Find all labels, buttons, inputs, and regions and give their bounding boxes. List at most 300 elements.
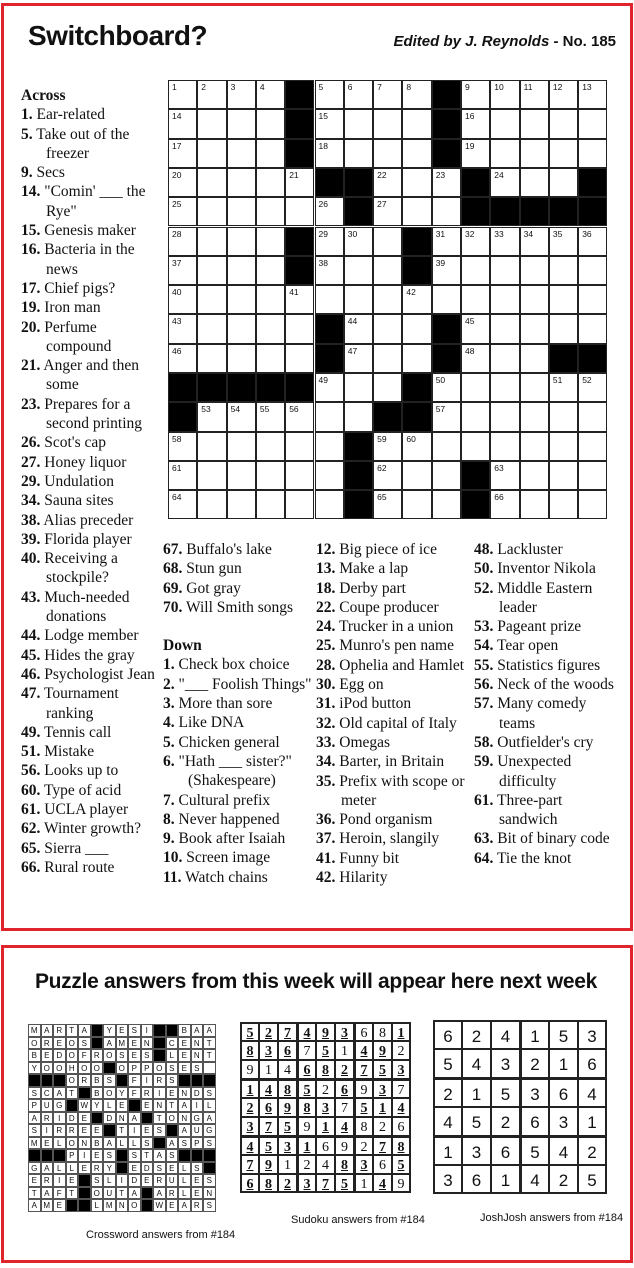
grid-cell[interactable] [520, 490, 549, 519]
grid-cell[interactable] [197, 461, 226, 490]
grid-cell[interactable] [256, 256, 285, 285]
grid-cell[interactable] [197, 285, 226, 314]
grid-cell[interactable] [373, 139, 402, 168]
grid-cell[interactable] [402, 197, 431, 226]
clue: 31. iPod button [316, 695, 412, 713]
grid-cell[interactable] [344, 285, 373, 314]
grid-cell[interactable] [227, 197, 256, 226]
grid-cell[interactable] [373, 344, 402, 373]
grid-cell[interactable] [315, 256, 344, 285]
grid-cell[interactable] [461, 139, 490, 168]
grid-cell[interactable] [461, 227, 490, 256]
cell-number: 30 [347, 228, 358, 239]
grid-cell[interactable] [197, 344, 226, 373]
clue-number: 20. [21, 318, 41, 336]
clue: 30. Egg on [316, 676, 384, 694]
grid-cell[interactable] [315, 139, 344, 168]
cell-number: 42 [406, 287, 416, 298]
grid-cell[interactable] [197, 197, 226, 226]
grid-cell[interactable] [549, 285, 578, 314]
cell-number: 48 [465, 345, 475, 356]
grid-cell[interactable] [432, 197, 461, 226]
grid-cell[interactable] [227, 432, 256, 461]
grid-cell[interactable] [490, 461, 519, 490]
grid-cell[interactable] [549, 227, 578, 256]
grid-cell[interactable] [285, 461, 314, 490]
grid-cell[interactable] [578, 490, 607, 519]
grid-cell[interactable] [432, 432, 461, 461]
grid-cell[interactable] [168, 197, 197, 226]
answer-cell: E [53, 1037, 66, 1050]
grid-cell[interactable] [402, 285, 431, 314]
grid-cell[interactable] [520, 461, 549, 490]
grid-cell[interactable] [168, 285, 197, 314]
grid-cell[interactable] [520, 314, 549, 343]
answer-cell: N [191, 1037, 204, 1050]
grid-cell[interactable] [549, 168, 578, 197]
joshjosh-cell: 6 [549, 1078, 578, 1107]
grid-cell[interactable] [344, 256, 373, 285]
sudoku-cell: 6 [259, 1098, 278, 1117]
clue-number: 52. [474, 579, 494, 597]
clue: 63. Bit of binary code [474, 830, 610, 848]
cell-number: 47 [347, 345, 358, 356]
grid-cell[interactable] [490, 373, 519, 402]
grid-cell[interactable] [285, 432, 314, 461]
answer-cell: E [166, 1199, 179, 1212]
grid-cell[interactable] [490, 344, 519, 373]
clue: 24. Trucker in a union [316, 618, 454, 636]
grid-cell[interactable] [315, 461, 344, 490]
grid-cell[interactable] [520, 256, 549, 285]
grid-cell[interactable] [549, 490, 578, 519]
grid-cell[interactable] [432, 461, 461, 490]
grid-cell[interactable] [373, 256, 402, 285]
cell-number: 43 [172, 316, 182, 327]
answer-cell: O [166, 1112, 179, 1125]
grid-cell[interactable] [315, 227, 344, 256]
grid-cell[interactable] [402, 314, 431, 343]
grid-cell[interactable] [168, 80, 197, 109]
grid-cell[interactable] [197, 402, 226, 431]
grid-cell[interactable] [520, 285, 549, 314]
grid-cell[interactable] [461, 314, 490, 343]
grid-cell[interactable] [197, 139, 226, 168]
sudoku-cell: 3 [373, 1079, 392, 1098]
answer-cell: P [66, 1149, 79, 1162]
black-square [490, 197, 519, 226]
answer-cell: E [91, 1149, 104, 1162]
grid-cell[interactable] [168, 139, 197, 168]
clue: 35. Prefix with scope or meter [316, 772, 465, 809]
grid-cell[interactable] [549, 461, 578, 490]
answer-cell: B [178, 1024, 191, 1037]
grid-cell[interactable] [256, 490, 285, 519]
grid-cell[interactable] [315, 402, 344, 431]
grid-cell[interactable] [402, 461, 431, 490]
grid-cell[interactable] [373, 490, 402, 519]
grid-cell[interactable] [315, 432, 344, 461]
grid-cell[interactable] [432, 256, 461, 285]
clue: 5. Take out of the freezer [21, 125, 130, 162]
grid-cell[interactable] [402, 80, 431, 109]
grid-cell[interactable] [227, 402, 256, 431]
answer-cell: G [53, 1099, 66, 1112]
answer-cell: M [116, 1037, 129, 1050]
grid-cell[interactable] [285, 314, 314, 343]
grid-cell[interactable] [168, 109, 197, 138]
grid-cell[interactable] [578, 109, 607, 138]
answer-cell: P [28, 1099, 41, 1112]
grid-cell[interactable] [432, 285, 461, 314]
sudoku-cell: 6 [392, 1117, 411, 1136]
grid-cell[interactable] [402, 490, 431, 519]
answer-cell: I [41, 1124, 54, 1137]
clue-number: 42. [316, 869, 336, 887]
grid-cell[interactable] [402, 109, 431, 138]
grid-cell[interactable] [520, 227, 549, 256]
grid-cell[interactable] [432, 402, 461, 431]
answer-cell: E [116, 1024, 129, 1037]
grid-cell[interactable] [227, 227, 256, 256]
grid-cell[interactable] [227, 80, 256, 109]
grid-cell[interactable] [520, 402, 549, 431]
sudoku-cell: 9 [392, 1174, 411, 1193]
clue-number: 2. [163, 675, 175, 693]
black-square [402, 373, 431, 402]
answer-cell: C [166, 1037, 179, 1050]
answer-cell: S [28, 1124, 41, 1137]
grid-cell[interactable] [344, 373, 373, 402]
grid-cell[interactable] [549, 402, 578, 431]
grid-cell[interactable] [549, 109, 578, 138]
grid-cell[interactable] [520, 139, 549, 168]
grid-cell[interactable] [490, 168, 519, 197]
grid-cell[interactable] [227, 256, 256, 285]
grid-cell[interactable] [227, 461, 256, 490]
grid-cell[interactable] [373, 227, 402, 256]
grid-cell[interactable] [227, 168, 256, 197]
grid-cell[interactable] [285, 197, 314, 226]
grid-cell[interactable] [256, 168, 285, 197]
grid-cell[interactable] [197, 168, 226, 197]
grid-cell[interactable] [315, 490, 344, 519]
grid-cell[interactable] [461, 344, 490, 373]
clue: 54. Tear open [474, 637, 559, 655]
answer-cell: B [91, 1074, 104, 1087]
grid-cell[interactable] [227, 490, 256, 519]
grid-cell[interactable] [549, 80, 578, 109]
grid-cell[interactable] [432, 227, 461, 256]
grid-cell[interactable] [256, 80, 285, 109]
grid-cell[interactable] [373, 168, 402, 197]
grid-cell[interactable] [285, 168, 314, 197]
answer-cell: A [203, 1112, 216, 1125]
answer-cell: G [203, 1124, 216, 1137]
grid-cell[interactable] [549, 256, 578, 285]
grid-cell[interactable] [256, 285, 285, 314]
grid-cell[interactable] [402, 432, 431, 461]
cell-number: 23 [435, 169, 446, 180]
answer-black-square [141, 1199, 154, 1212]
crossword-answers-caption: Crossword answers from #184 [86, 1229, 236, 1241]
grid-cell[interactable] [256, 109, 285, 138]
grid-cell[interactable] [373, 432, 402, 461]
grid-cell[interactable] [520, 373, 549, 402]
answer-black-square [191, 1149, 204, 1162]
grid-cell[interactable] [285, 402, 314, 431]
grid-cell[interactable] [549, 432, 578, 461]
grid-cell[interactable] [520, 432, 549, 461]
grid-cell[interactable] [344, 109, 373, 138]
answer-cell: F [78, 1049, 91, 1062]
black-square [432, 314, 461, 343]
grid-cell[interactable] [402, 168, 431, 197]
answer-cell: S [203, 1174, 216, 1187]
joshjosh-cell: 6 [520, 1107, 549, 1136]
joshjosh-cell: 2 [549, 1165, 578, 1194]
answer-cell: S [178, 1137, 191, 1150]
grid-cell[interactable] [168, 227, 197, 256]
answer-cell: O [91, 1187, 104, 1200]
grid-cell[interactable] [197, 314, 226, 343]
grid-cell[interactable] [549, 373, 578, 402]
sudoku-cell: 3 [297, 1174, 316, 1193]
answer-cell: S [78, 1037, 91, 1050]
grid-cell[interactable] [197, 490, 226, 519]
grid-cell[interactable] [197, 109, 226, 138]
grid-cell[interactable] [197, 256, 226, 285]
cell-number: 2 [201, 82, 207, 92]
grid-cell[interactable] [373, 109, 402, 138]
grid-cell[interactable] [549, 314, 578, 343]
grid-cell[interactable] [461, 256, 490, 285]
grid-cell[interactable] [227, 109, 256, 138]
cell-number: 13 [582, 82, 592, 92]
grid-cell[interactable] [256, 314, 285, 343]
grid-cell[interactable] [490, 139, 519, 168]
sudoku-cell: 1 [240, 1079, 259, 1098]
grid-cell[interactable] [520, 109, 549, 138]
grid-cell[interactable] [344, 80, 373, 109]
answer-cell: L [53, 1162, 66, 1175]
grid-cell[interactable] [373, 285, 402, 314]
grid-cell[interactable] [315, 373, 344, 402]
grid-cell[interactable] [344, 402, 373, 431]
grid-cell[interactable] [490, 285, 519, 314]
joshjosh-cell: 2 [578, 1136, 607, 1165]
grid-cell[interactable] [578, 461, 607, 490]
grid-cell[interactable] [402, 344, 431, 373]
clue-number: 54. [474, 637, 494, 655]
grid-cell[interactable] [490, 256, 519, 285]
grid-cell[interactable] [344, 344, 373, 373]
grid-cell[interactable] [315, 109, 344, 138]
grid-cell[interactable] [490, 109, 519, 138]
grid-cell[interactable] [490, 227, 519, 256]
grid-cell[interactable] [490, 80, 519, 109]
grid-cell[interactable] [578, 373, 607, 402]
grid-cell[interactable] [520, 168, 549, 197]
clue-number: 27. [21, 453, 41, 471]
answer-cell: I [78, 1149, 91, 1162]
grid-cell[interactable] [227, 139, 256, 168]
grid-cell[interactable] [578, 227, 607, 256]
grid-cell[interactable] [315, 197, 344, 226]
clue: 18. Derby part [316, 579, 406, 597]
grid-cell[interactable] [197, 227, 226, 256]
answer-black-square [78, 1199, 91, 1212]
grid-cell[interactable] [490, 490, 519, 519]
answer-cell: M [103, 1199, 116, 1212]
grid-cell[interactable] [344, 314, 373, 343]
joshjosh-cell: 3 [462, 1136, 491, 1165]
clue: 9. Secs [21, 164, 65, 182]
answer-black-square [91, 1024, 104, 1037]
grid-cell[interactable] [578, 285, 607, 314]
grid-cell[interactable] [256, 461, 285, 490]
sudoku-cell: 6 [335, 1079, 354, 1098]
grid-cell[interactable] [197, 432, 226, 461]
black-square [285, 373, 314, 402]
answer-cell: U [103, 1187, 116, 1200]
answer-cell: O [91, 1062, 104, 1075]
grid-cell[interactable] [373, 461, 402, 490]
grid-cell[interactable] [578, 80, 607, 109]
grid-cell[interactable] [490, 432, 519, 461]
black-square [402, 256, 431, 285]
grid-cell[interactable] [256, 227, 285, 256]
clue-number: 4. [163, 714, 175, 732]
answer-cell: T [66, 1024, 79, 1037]
grid-cell[interactable] [490, 314, 519, 343]
joshjosh-cell: 4 [462, 1049, 491, 1078]
grid-cell[interactable] [256, 139, 285, 168]
grid-cell[interactable] [168, 314, 197, 343]
grid-cell[interactable] [256, 402, 285, 431]
grid-cell[interactable] [432, 490, 461, 519]
clue: 56. Neck of the woods [474, 676, 614, 694]
clues-column-3 [316, 540, 471, 887]
clue: 62. Winter growth? [21, 820, 142, 838]
black-square [168, 402, 197, 431]
grid-cell[interactable] [256, 197, 285, 226]
grid-cell[interactable] [344, 227, 373, 256]
grid-cell[interactable] [285, 285, 314, 314]
grid-cell[interactable] [256, 432, 285, 461]
grid-cell[interactable] [373, 314, 402, 343]
black-square [285, 80, 314, 109]
across-heading: Across [21, 87, 66, 104]
grid-cell[interactable] [168, 461, 197, 490]
grid-cell[interactable] [578, 432, 607, 461]
sudoku-cell: 4 [278, 1060, 297, 1079]
sudoku-cell: 8 [316, 1060, 335, 1079]
joshjosh-cell: 1 [549, 1049, 578, 1078]
answer-cell: N [178, 1112, 191, 1125]
answer-cell: A [203, 1024, 216, 1037]
grid-cell[interactable] [461, 109, 490, 138]
grid-cell[interactable] [168, 168, 197, 197]
clue-number: 56. [474, 676, 494, 694]
clue: 12. Big piece of ice [316, 541, 437, 558]
answer-cell: A [41, 1024, 54, 1037]
grid-cell[interactable] [578, 256, 607, 285]
black-square [432, 80, 461, 109]
black-square [315, 168, 344, 197]
grid-cell[interactable] [373, 373, 402, 402]
grid-cell[interactable] [227, 285, 256, 314]
grid-cell[interactable] [549, 139, 578, 168]
answer-cell: I [191, 1099, 204, 1112]
answer-cell: B [91, 1087, 104, 1100]
clue: 34. Barter, in Britain [316, 753, 445, 771]
grid-cell[interactable] [520, 80, 549, 109]
sudoku-cell: 5 [259, 1136, 278, 1155]
grid-cell[interactable] [461, 402, 490, 431]
grid-cell[interactable] [315, 80, 344, 109]
grid-cell[interactable] [168, 432, 197, 461]
clue: 13. Make a lap [316, 560, 409, 578]
grid-cell[interactable] [197, 80, 226, 109]
grid-cell[interactable] [432, 373, 461, 402]
clue-number: 26. [21, 434, 41, 452]
clue-number: 55. [474, 656, 494, 674]
grid-cell[interactable] [373, 197, 402, 226]
grid-cell[interactable] [168, 344, 197, 373]
joshjosh-cell: 5 [549, 1020, 578, 1049]
grid-cell[interactable] [490, 402, 519, 431]
cell-number: 25 [172, 199, 182, 210]
answer-cell: I [128, 1124, 141, 1137]
grid-cell[interactable] [227, 314, 256, 343]
sudoku-cell: 9 [278, 1098, 297, 1117]
answer-cell: F [128, 1074, 141, 1087]
grid-cell[interactable] [578, 314, 607, 343]
editor-credit: Edited by J. Reynolds - [393, 33, 563, 50]
grid-cell[interactable] [402, 139, 431, 168]
grid-cell[interactable] [373, 80, 402, 109]
clue: 5. Chicken general [163, 733, 280, 751]
clue-number: 66. [21, 858, 41, 876]
grid-cell[interactable] [520, 344, 549, 373]
answer-cell: O [41, 1062, 54, 1075]
grid-cell[interactable] [168, 490, 197, 519]
answer-cell: O [103, 1049, 116, 1062]
answer-cell: E [141, 1174, 154, 1187]
grid-cell[interactable] [461, 373, 490, 402]
grid-cell[interactable] [432, 168, 461, 197]
grid-cell[interactable] [227, 344, 256, 373]
grid-cell[interactable] [344, 139, 373, 168]
grid-cell[interactable] [285, 344, 314, 373]
grid-cell[interactable] [315, 285, 344, 314]
answer-cell: D [191, 1087, 204, 1100]
grid-cell[interactable] [461, 432, 490, 461]
grid-cell[interactable] [168, 256, 197, 285]
sudoku-cell: 1 [259, 1060, 278, 1079]
grid-cell[interactable] [461, 80, 490, 109]
grid-cell[interactable] [285, 490, 314, 519]
answer-cell: E [78, 1124, 91, 1137]
cell-number: 62 [377, 462, 387, 473]
grid-cell[interactable] [578, 402, 607, 431]
sudoku-cell: 4 [373, 1174, 392, 1193]
grid-cell[interactable] [578, 139, 607, 168]
grid-cell[interactable] [461, 285, 490, 314]
clue: 17. Chief pigs? [21, 279, 116, 297]
grid-cell[interactable] [256, 344, 285, 373]
